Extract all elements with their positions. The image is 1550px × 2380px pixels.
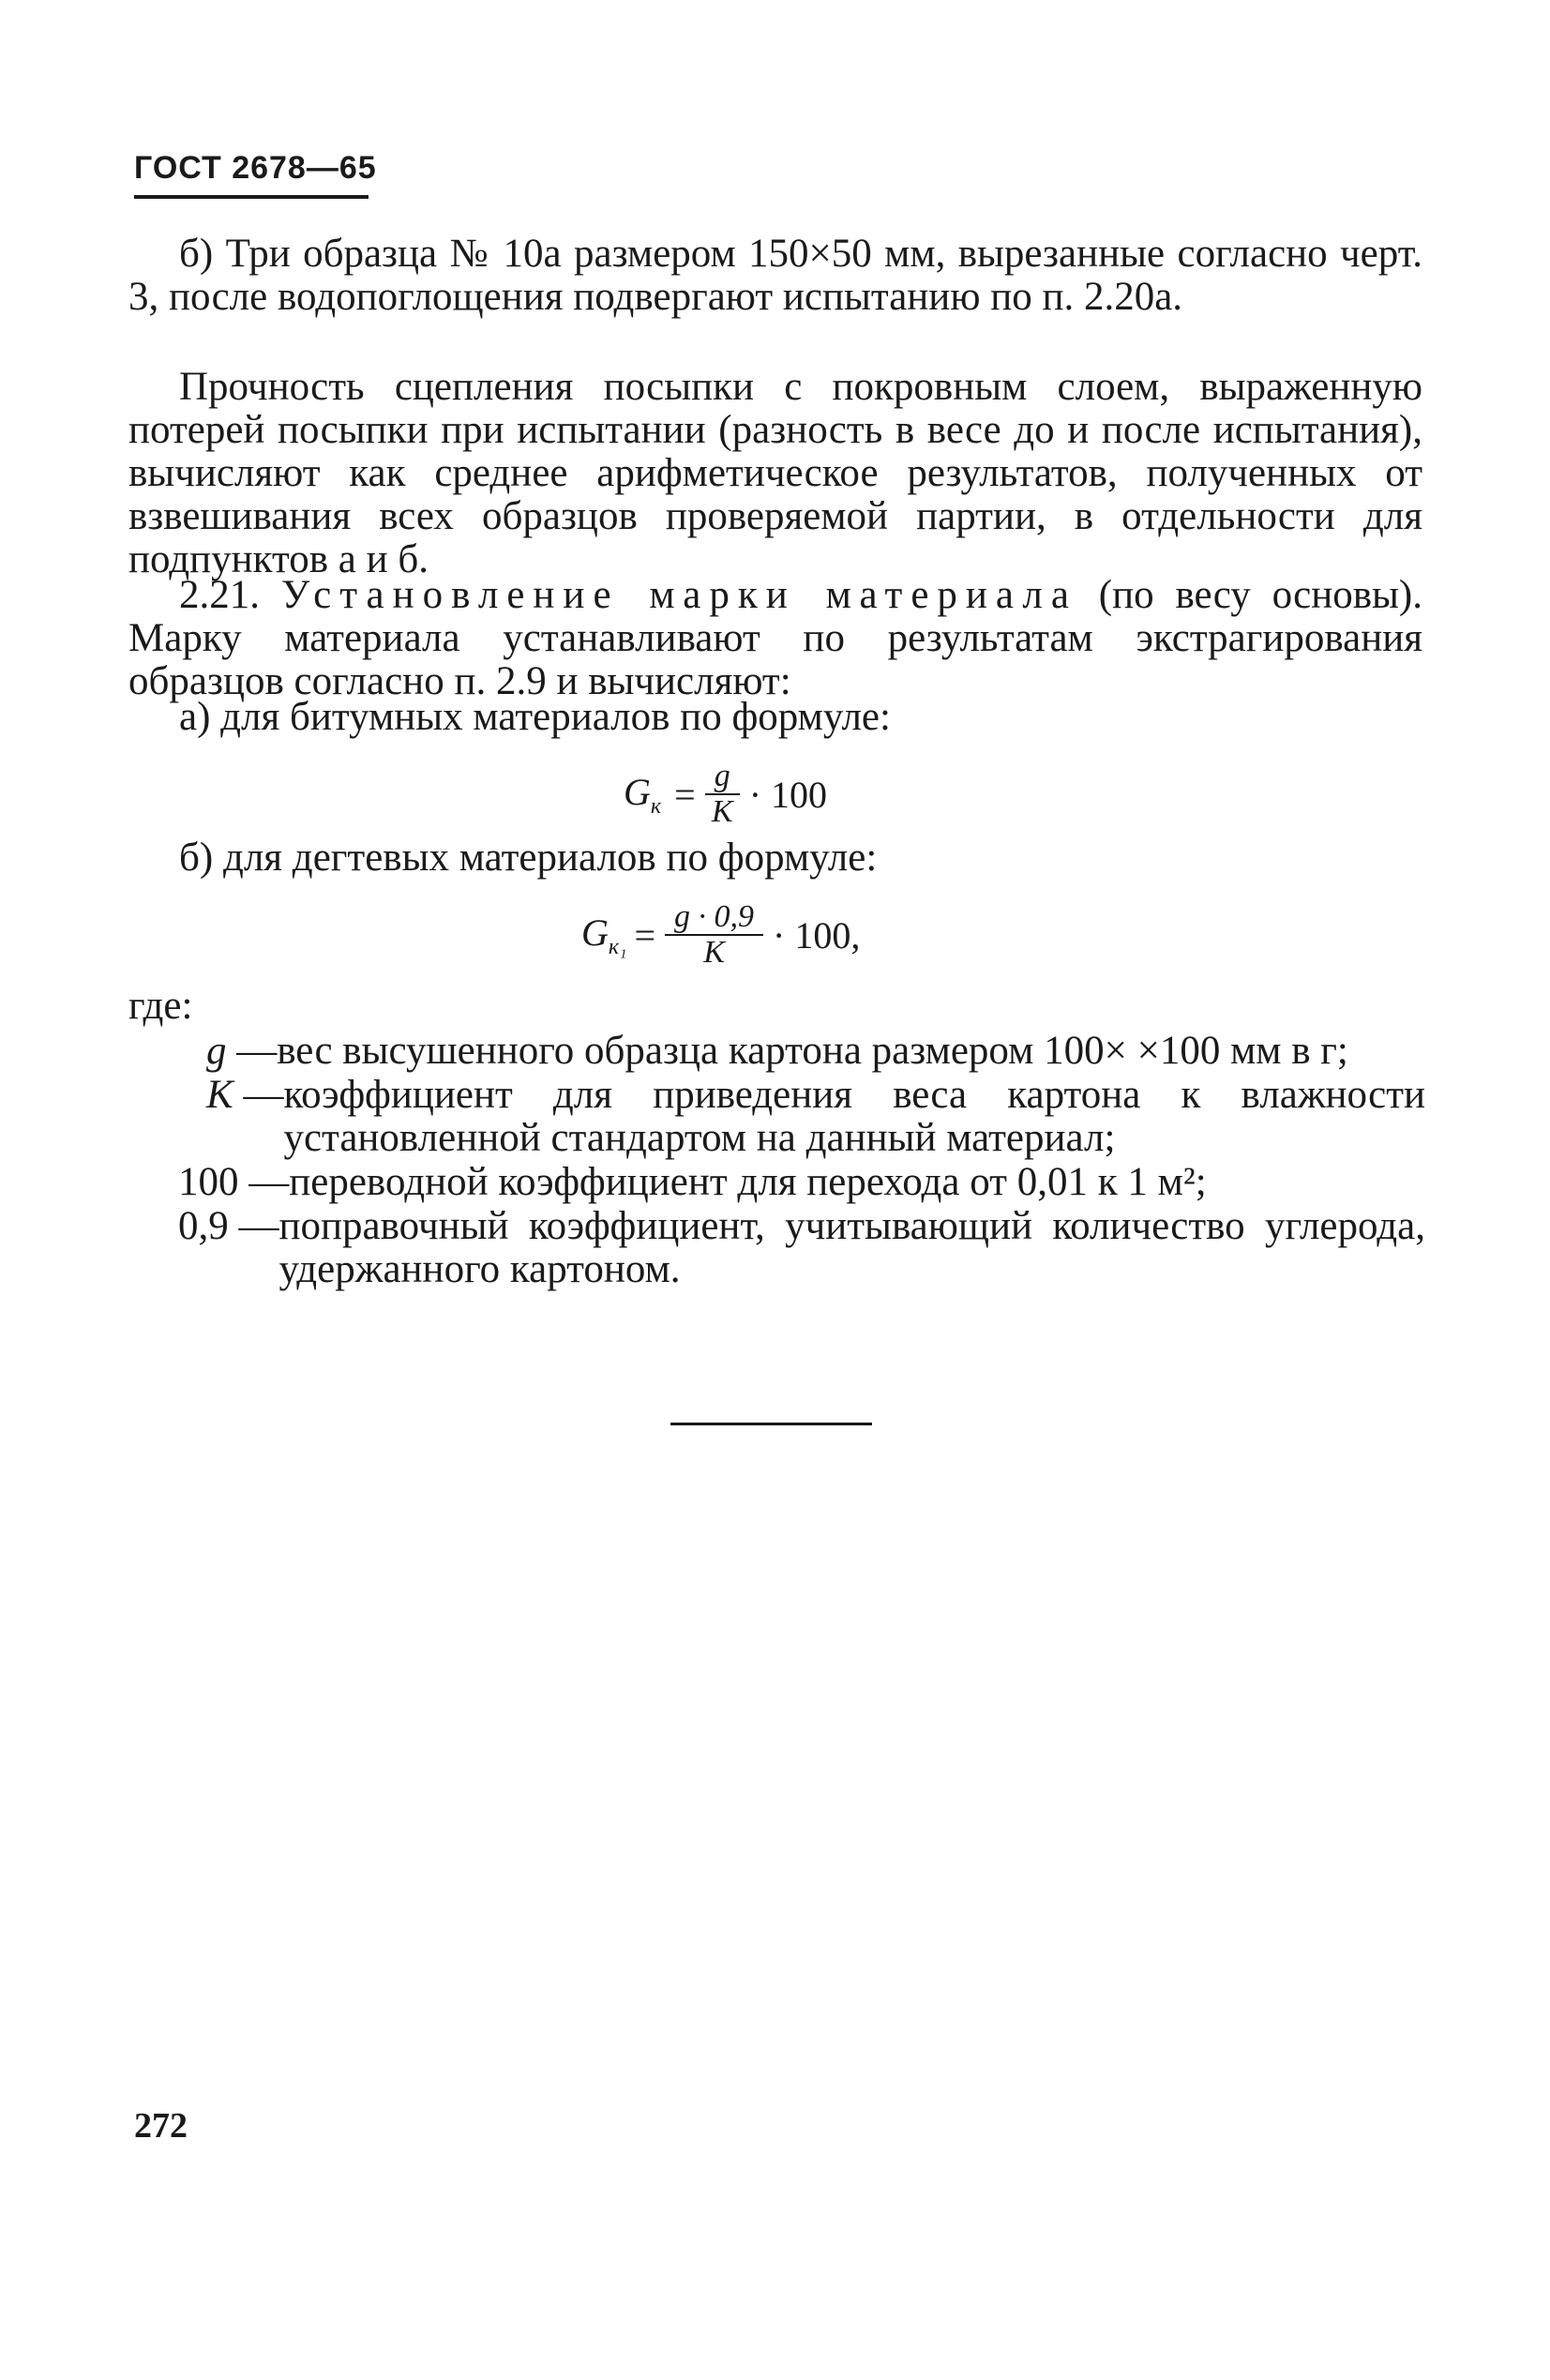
page-header-title: ГОСТ 2678—65 [134, 150, 377, 186]
definition-text: коэффициент для приведения веса картона к влажности установленной стандартом на данный материал; [283, 1073, 1425, 1160]
header-rule [134, 195, 369, 199]
definition-text: вес высушенного образца картона размером 100× ×100 мм в г; [277, 1029, 1348, 1073]
definitions-list [178, 1029, 1425, 1292]
formula2-equals: = [634, 913, 656, 957]
section-title-spaced: Установление марки материала [280, 573, 1077, 617]
page-number: 272 [134, 2106, 188, 2146]
definition-term: 0,9 — [178, 1204, 279, 1248]
formula2-fraction [665, 900, 763, 970]
formula2-numerator: g · 0,9 [674, 899, 755, 934]
definition-term: 100 — [178, 1160, 290, 1204]
paragraph-tar: б) для дегтевых материалов по формуле: [179, 836, 878, 880]
formula1-numerator: g [714, 759, 730, 793]
formula-bitumen [624, 760, 827, 829]
definition-term: g — [206, 1029, 278, 1073]
paragraph-adhesion-strength: Прочность сцепления посыпки с покровным слоем, выраженную потерей посыпки при испытании (разность в весе до и после испытания), вычисляют как среднее арифметическое результатов, полученных от взвешивания всех образцов проверяемой партии, в отдельности для подпунктов а и б. [128, 365, 1422, 581]
definition-100 [178, 1161, 1425, 1204]
section-number: 2.21. [179, 573, 260, 617]
definition-0-9 [178, 1205, 1425, 1291]
formula1-equals: = [674, 773, 696, 816]
formula1-fraction [705, 760, 740, 829]
formula2-tail: · 100, [773, 913, 861, 957]
paragraph-b-samples: б) Три образца № 10а размером 150×50 мм, вырезанные согласно черт. 3, после водопоглощения подвергают испытанию по п. 2.20а. [128, 232, 1422, 319]
formula-tar [581, 900, 860, 970]
paragraph-2-21 [128, 574, 1422, 703]
formula1-lhs: $G_к$ [624, 770, 662, 819]
section-body: (по весу основы). Марку материала устанавливают по результатам экстрагирования образцов согласно п. 2.9 и вычисляют: [128, 573, 1422, 703]
definition-term: K — [206, 1073, 284, 1117]
definition-text: переводной коэффициент для перехода от 0,01 к 1 м²; [289, 1160, 1207, 1204]
paragraph-bitumen: а) для битумных материалов по формуле: [179, 695, 891, 739]
definition-g [206, 1030, 1425, 1073]
definition-text: поправочный коэффициент, учитывающий количество углерода, удержанного картоном. [278, 1204, 1425, 1291]
definition-k [206, 1074, 1425, 1160]
formula1-denominator: K [711, 794, 733, 829]
section-end-rule [670, 1423, 872, 1425]
formula2-lhs: $G_{к_1}$ [581, 911, 627, 959]
formula1-tail: · 100 [748, 773, 828, 816]
where-label: где: [128, 984, 193, 1028]
formula2-denominator: K [703, 935, 725, 970]
